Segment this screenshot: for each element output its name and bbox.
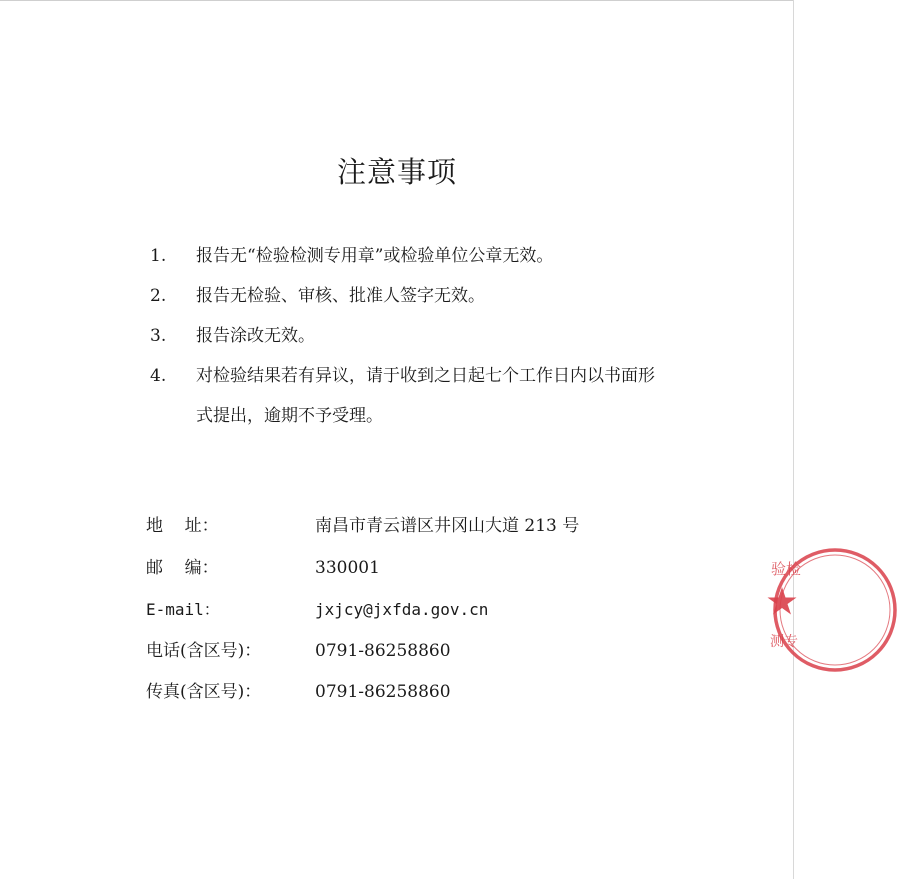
seal-star-icon [768, 587, 797, 615]
notice-text: 报告无“检验检测专用章”或检验单位公章无效。 [196, 246, 554, 266]
phone-label: 电话(含区号)： [146, 640, 262, 661]
notice-text: 对检验结果若有异议，请于收到之日起七个工作日内以书面形式提出，逾期不予受理。 [196, 366, 655, 426]
notice-list [150, 236, 690, 436]
address-value: 南昌市青云谱区井冈山大道 213 号 [315, 516, 580, 536]
address-label: 地 址： [146, 516, 219, 536]
page-top-border [0, 0, 794, 1]
fax-value: 0791-86258860 [315, 682, 451, 702]
notice-number: 4. [150, 366, 167, 386]
notice-number: 2. [150, 286, 167, 306]
email-label: E-mail： [146, 600, 220, 619]
phone-value: 0791-86258860 [315, 640, 451, 661]
postcode-label: 邮 编： [146, 557, 219, 578]
email-value: jxjcy@jxfda.gov.cn [315, 600, 489, 619]
notice-text: 报告涂改无效。 [196, 326, 315, 346]
notice-text: 报告无检验、审核、批准人签字无效。 [196, 286, 485, 306]
notice-item [150, 316, 690, 356]
notice-number: 1. [150, 246, 167, 266]
page-title: 注意事项 [336, 155, 457, 189]
notice-item [150, 236, 690, 276]
official-seal-stamp [770, 545, 900, 675]
page-right-border [793, 0, 794, 879]
notice-item [150, 356, 690, 436]
postcode-value: 330001 [315, 557, 380, 578]
seal-text-top: 验检 [771, 560, 802, 578]
notice-number: 3. [150, 326, 167, 346]
seal-text-bottom: 测专 [770, 634, 798, 650]
notice-item [150, 276, 690, 316]
fax-label: 传真(含区号)： [146, 682, 262, 702]
